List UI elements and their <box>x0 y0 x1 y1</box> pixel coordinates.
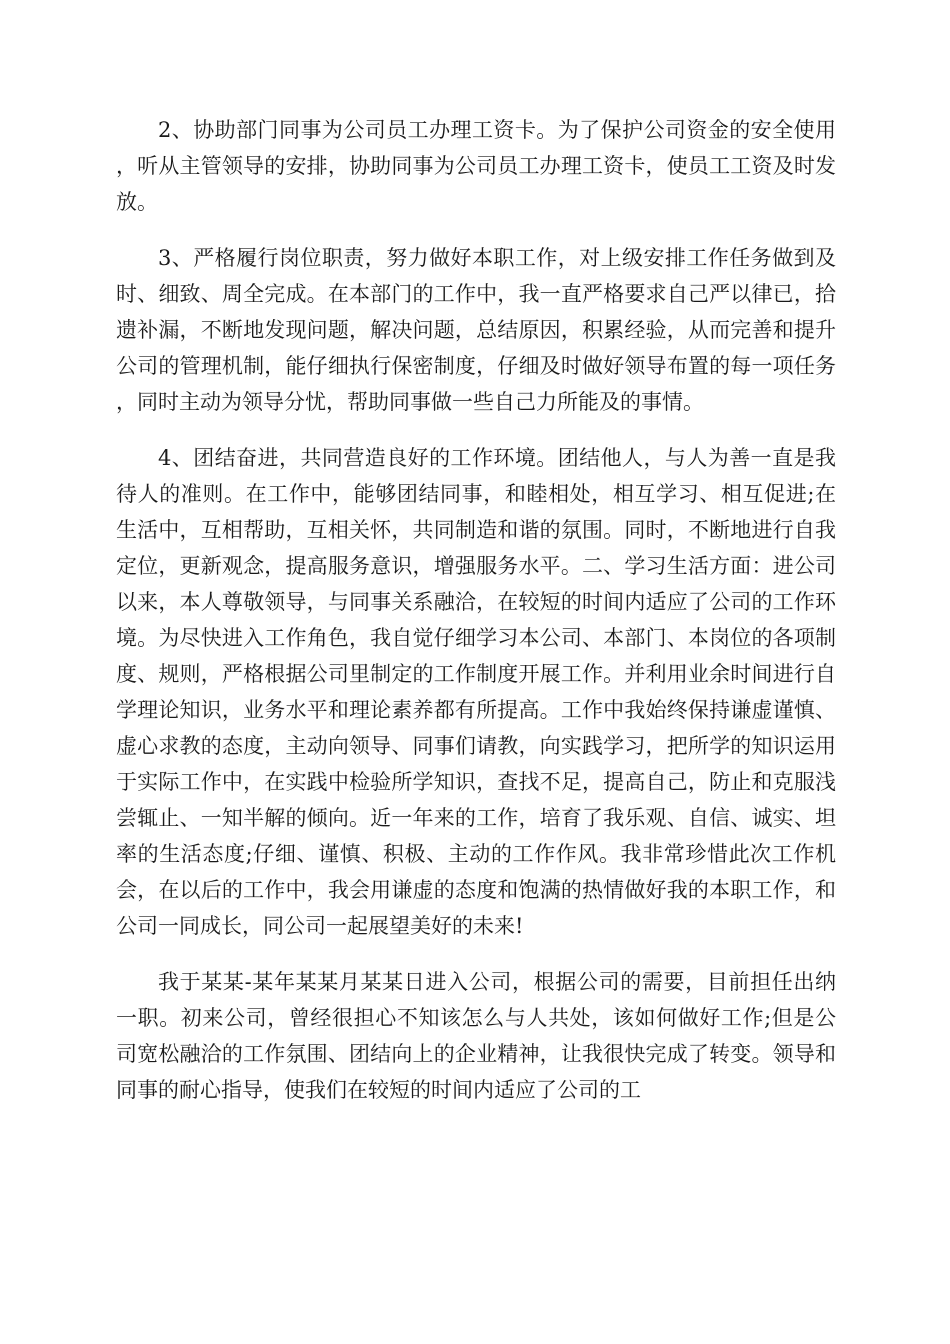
document-body <box>116 112 836 1108</box>
paragraph-2-payroll-card: 2、协助部门同事为公司员工办理工资卡。为了保护公司资金的安全使用，听从主管领导的安排，协助同事为公司员工办理工资卡，使员工工资及时发放。 <box>116 118 836 214</box>
paragraph-4-teamwork: 4、团结奋进，共同营造良好的工作环境。团结他人，与人为善一直是我待人的准则。在工作中，能够团结同事，和睦相处，相互学习、相互促进;在生活中，互相帮助，互相关怀，共同制造和谐的氛围。同时，不断地进行自我定位，更新观念，提高服务意识，增强服务水平。二、学习生活方面：进公司以来，本人尊敬领导，与同事关系融洽，在较短的时间内适应了公司的工作环境。为尽快进入工作角色，我自觉仔细学习本公司、本部门、本岗位的各项制度、规则，严格根据公司里制定的工作制度开展工作。并利用业余时间进行自学理论知识，业务水平和理论素养都有所提高。工作中我始终保持谦虚谨慎、虚心求教的态度，主动向领导、同事们请教，向实践学习，把所学的知识运用于实际工作中，在实践中检验所学知识，查找不足，提高自己，防止和克服浅尝辄止、一知半解的倾向。近一年来的工作，培育了我乐观、自信、诚实、坦率的生活态度;仔细、谨慎、积极、主动的工作作风。我非常珍惜此次工作机会，在以后的工作中，我会用谦虚的态度和饱满的热情做好我的本职工作，和公司一同成长，同公司一起展望美好的未来! <box>116 446 836 938</box>
paragraph-3-job-duties: 3、严格履行岗位职责，努力做好本职工作，对上级安排工作任务做到及时、细致、周全完成。在本部门的工作中，我一直严格要求自己严以律已，拾遗补漏，不断地发现问题，解决问题，总结原因，积累经验，从而完善和提升公司的管理机制，能仔细执行保密制度，仔细及时做好领导布置的每一项任务，同时主动为领导分忧，帮助同事做一些自己力所能及的事情。 <box>116 246 836 414</box>
paragraph-cashier-intro: 我于某某-某年某某月某某日进入公司，根据公司的需要，目前担任出纳一职。初来公司，曾经很担心不知该怎么与人共处，该如何做好工作;但是公司宽松融洽的工作氛围、团结向上的企业精神，让我很快完成了转变。领导和同事的耐心指导，使我们在较短的时间内适应了公司的工 <box>116 970 836 1102</box>
